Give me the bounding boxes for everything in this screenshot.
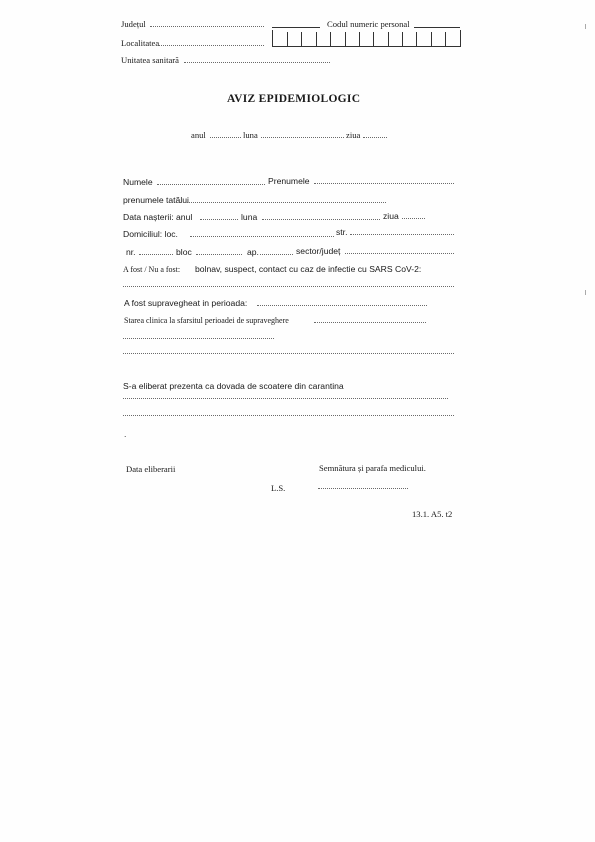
bloc-field[interactable] [196, 254, 242, 255]
sector-label: sector/județ [296, 246, 341, 256]
judet-field[interactable] [150, 26, 264, 27]
nr-label: nr. [126, 247, 136, 257]
prenumele-field[interactable] [314, 183, 454, 184]
cnp-cell-divider [373, 32, 374, 46]
date-ziua-field[interactable] [363, 137, 387, 138]
bloc-label: bloc [176, 247, 192, 257]
cnp-cell-divider [287, 32, 288, 46]
eliberat-field-line1[interactable] [123, 398, 448, 399]
cnp-cell-divider [431, 32, 432, 46]
cnp-cell-divider [316, 32, 317, 46]
unitatea-field[interactable] [184, 62, 330, 63]
data-nasterii-luna-field[interactable] [262, 219, 380, 220]
cnp-cell-divider [402, 32, 403, 46]
cnp-label: Codul numeric personal [327, 19, 410, 29]
str-label: str. [336, 227, 348, 237]
data-nasterii-luna-label: luna [241, 212, 258, 222]
eliberat-field-line2[interactable] [123, 415, 454, 416]
form-code: 13.1. A5. t2 [412, 509, 453, 519]
scan-mark [585, 290, 586, 295]
data-nasterii-label: Data nașterii: anul [123, 212, 193, 222]
localitatea-field[interactable] [159, 45, 264, 46]
ap-field[interactable] [260, 254, 293, 255]
date-anul-label: anul [191, 130, 206, 140]
nr-field[interactable] [139, 254, 173, 255]
cnp-top-line-left [272, 27, 320, 28]
localitatea-label: Localitatea [121, 38, 160, 48]
scan-mark [585, 24, 586, 29]
domiciliul-loc-field[interactable] [190, 236, 334, 237]
supravegheat-field[interactable] [257, 305, 427, 306]
a-fost-description: bolnav, suspect, contact cu caz de infectie cu SARS CoV-2: [195, 264, 422, 274]
data-nasterii-anul-field[interactable] [200, 219, 238, 220]
ls-label: L.S. [271, 483, 286, 493]
prenumele-tatalui-field[interactable] [180, 202, 386, 203]
unitatea-label: Unitatea sanitară [121, 55, 179, 65]
starea-clinica-field[interactable] [314, 322, 426, 323]
starea-clinica-field-line3[interactable] [123, 353, 454, 354]
cnp-cell-divider [359, 32, 360, 46]
str-field[interactable] [350, 234, 454, 235]
a-fost-label: A fost / Nu a fost: [123, 265, 181, 274]
document-title: AVIZ EPIDEMIOLOGIC [227, 93, 361, 105]
cnp-field[interactable] [272, 30, 461, 47]
date-anul-field[interactable] [210, 137, 241, 138]
numele-field[interactable] [157, 184, 265, 185]
numele-label: Numele [123, 177, 153, 187]
ap-label: ap. [247, 247, 259, 257]
cnp-top-line-right [414, 27, 460, 28]
cnp-cell-divider [388, 32, 389, 46]
a-fost-field[interactable] [123, 286, 454, 287]
data-nasterii-ziua-field[interactable] [402, 218, 425, 219]
starea-clinica-field-line2[interactable] [123, 338, 274, 339]
starea-clinica-label: Starea clinica la sfarsitul perioadei de supraveghere [124, 316, 289, 325]
stray-dot: . [124, 429, 127, 439]
date-ziua-label: ziua [346, 130, 361, 140]
cnp-cell-divider [301, 32, 302, 46]
semnatura-label: Semnătura și parafa medicului. [319, 463, 426, 473]
cnp-cell-divider [416, 32, 417, 46]
domiciliul-label: Domiciliul: loc. [123, 229, 178, 239]
cnp-cell-divider [330, 32, 331, 46]
supravegheat-label: A fost supravegheat in perioada: [124, 298, 248, 308]
eliberat-statement: S-a eliberat prezenta ca dovada de scoatere din carantina [123, 381, 344, 391]
prenumele-label: Prenumele [268, 176, 310, 186]
cnp-cell-divider [345, 32, 346, 46]
data-eliberarii-label: Data eliberarii [126, 464, 176, 474]
date-luna-label: luna [243, 130, 258, 140]
sector-field[interactable] [345, 253, 454, 254]
semnatura-field[interactable] [318, 488, 408, 489]
data-nasterii-ziua-label: ziua [383, 211, 399, 221]
judet-label: Județul [121, 19, 146, 29]
date-luna-field[interactable] [261, 137, 344, 138]
prenumele-tatalui-label: prenumele tatălui [123, 195, 189, 205]
cnp-cell-divider [445, 32, 446, 46]
